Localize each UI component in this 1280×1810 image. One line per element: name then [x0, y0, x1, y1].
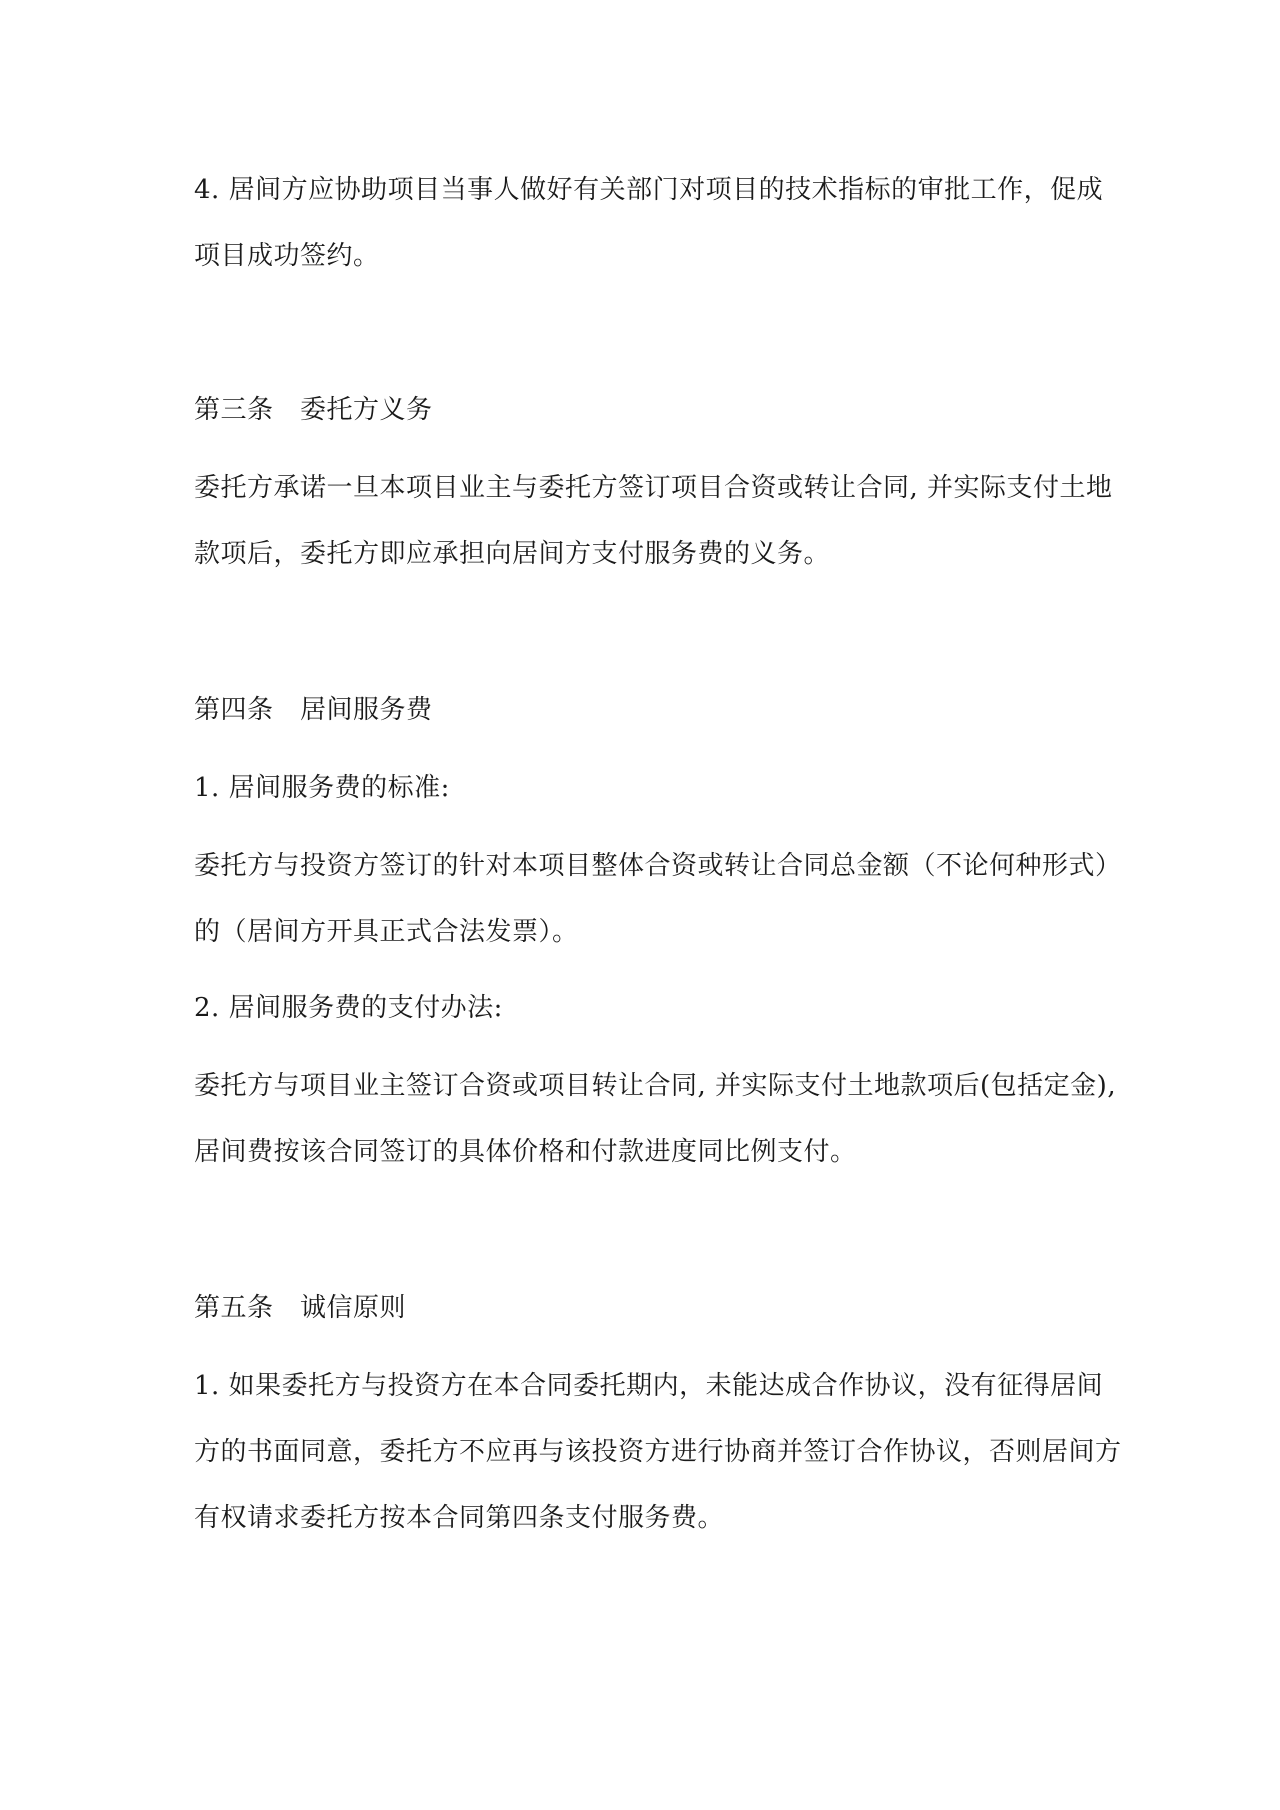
clause-4-heading: 第四条 居间服务费 [194, 695, 433, 725]
clause-2-item-4-line-2: 项目成功签约。 [194, 241, 380, 271]
clause-4-item-2-line-1: 委托方与项目业主签订合资或项目转让合同, 并实际支付土地款项后(包括定金), [194, 1071, 1117, 1101]
clause-5-item-1-line-3: 有权请求委托方按本合同第四条支付服务费。 [194, 1503, 725, 1533]
clause-4-item-1-title: 1. 居间服务费的标准: [194, 773, 450, 803]
clause-4-item-1-line-1: 委托方与投资方签订的针对本项目整体合资或转让合同总金额（不论何种形式） [194, 851, 1122, 881]
clause-4-item-2-line-2: 居间费按该合同签订的具体价格和付款进度同比例支付。 [194, 1137, 857, 1167]
clause-2-item-4-line-1: 4. 居间方应协助项目当事人做好有关部门对项目的技术指标的审批工作，促成 [194, 175, 1104, 205]
clause-5-item-1-line-2: 方的书面同意，委托方不应再与该投资方进行协商并签订合作协议，否则居间方 [194, 1437, 1122, 1467]
clause-3-heading: 第三条 委托方义务 [194, 395, 433, 425]
clause-4-item-1-line-2: 的（居间方开具正式合法发票）。 [194, 917, 579, 947]
clause-5-heading: 第五条 诚信原则 [194, 1293, 407, 1323]
clause-3-body-line-2: 款项后，委托方即应承担向居间方支付服务费的义务。 [194, 539, 831, 569]
clause-4-item-2-title: 2. 居间服务费的支付办法: [194, 993, 503, 1023]
clause-3-body-line-1: 委托方承诺一旦本项目业主与委托方签订项目合资或转让合同, 并实际支付土地 [194, 473, 1113, 503]
clause-5-item-1-line-1: 1. 如果委托方与投资方在本合同委托期内，未能达成合作协议，没有征得居间 [194, 1371, 1104, 1401]
